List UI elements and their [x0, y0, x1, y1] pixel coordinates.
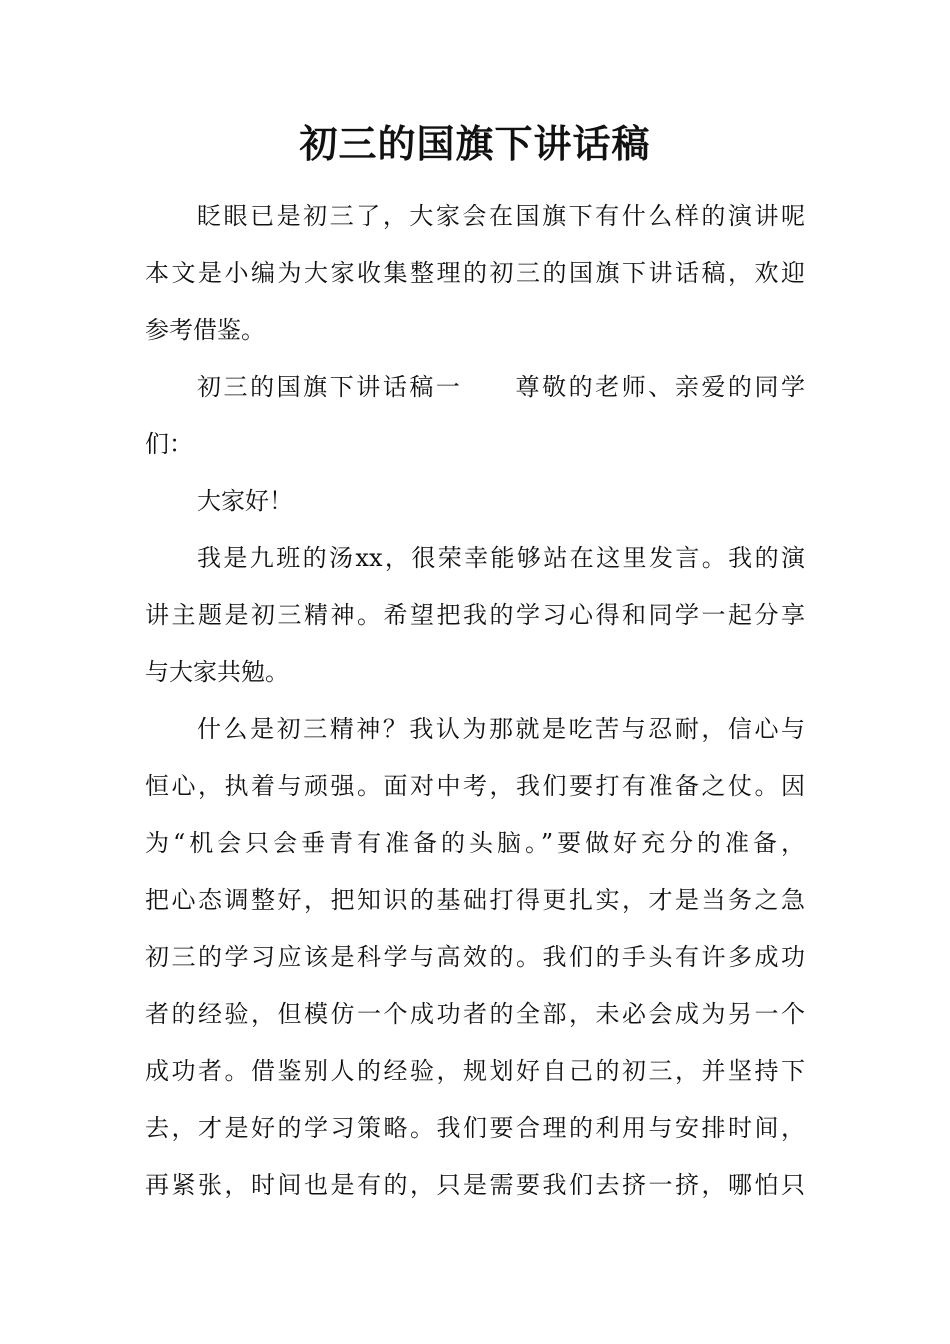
body-line: 参考借鉴。 — [145, 316, 265, 344]
body-line: 恒心，执着与顽强。面对中考，我们要打有准备之仗。因 — [145, 772, 805, 800]
body-line: 成功者。借鉴别人的经验，规划好自己的初三，并坚持下 — [145, 1057, 805, 1085]
body-line: 大家好！ — [197, 487, 293, 515]
body-line: 眨眼已是初三了，大家会在国旗下有什么样的演讲呢 — [197, 202, 805, 230]
body-line: 去，才是好的学习策略。我们要合理的利用与安排时间， — [145, 1114, 805, 1142]
body-line: 者的经验，但模仿一个成功者的全部，未必会成为另一个 — [145, 1000, 805, 1028]
body-line: 再紧张，时间也是有的，只是需要我们去挤一挤，哪怕只 — [145, 1171, 805, 1199]
body-line: 为“机会只会垂青有准备的头脑。”要做好充分的准备， — [145, 829, 805, 857]
page-title: 初三的国旗下讲话稿 — [299, 122, 651, 166]
body-line: 们： — [145, 430, 193, 458]
body-line: 与大家共勉。 — [145, 658, 289, 686]
body-line: 什么是初三精神？我认为那就是吃苦与忍耐，信心与 — [197, 715, 805, 743]
body-line: 初三的国旗下讲话稿一 尊敬的老师、亲爱的同学 — [197, 373, 805, 401]
body-line: 本文是小编为大家收集整理的初三的国旗下讲话稿，欢迎 — [145, 259, 805, 287]
body-line: 讲主题是初三精神。希望把我的学习心得和同学一起分享 — [145, 601, 805, 629]
body-line: 把心态调整好，把知识的基础打得更扎实，才是当务之急 — [145, 886, 805, 914]
body-line: 初三的学习应该是科学与高效的。我们的手头有许多成功 — [145, 943, 805, 971]
body-line: 我是九班的汤xx，很荣幸能够站在这里发言。我的演 — [197, 544, 805, 572]
